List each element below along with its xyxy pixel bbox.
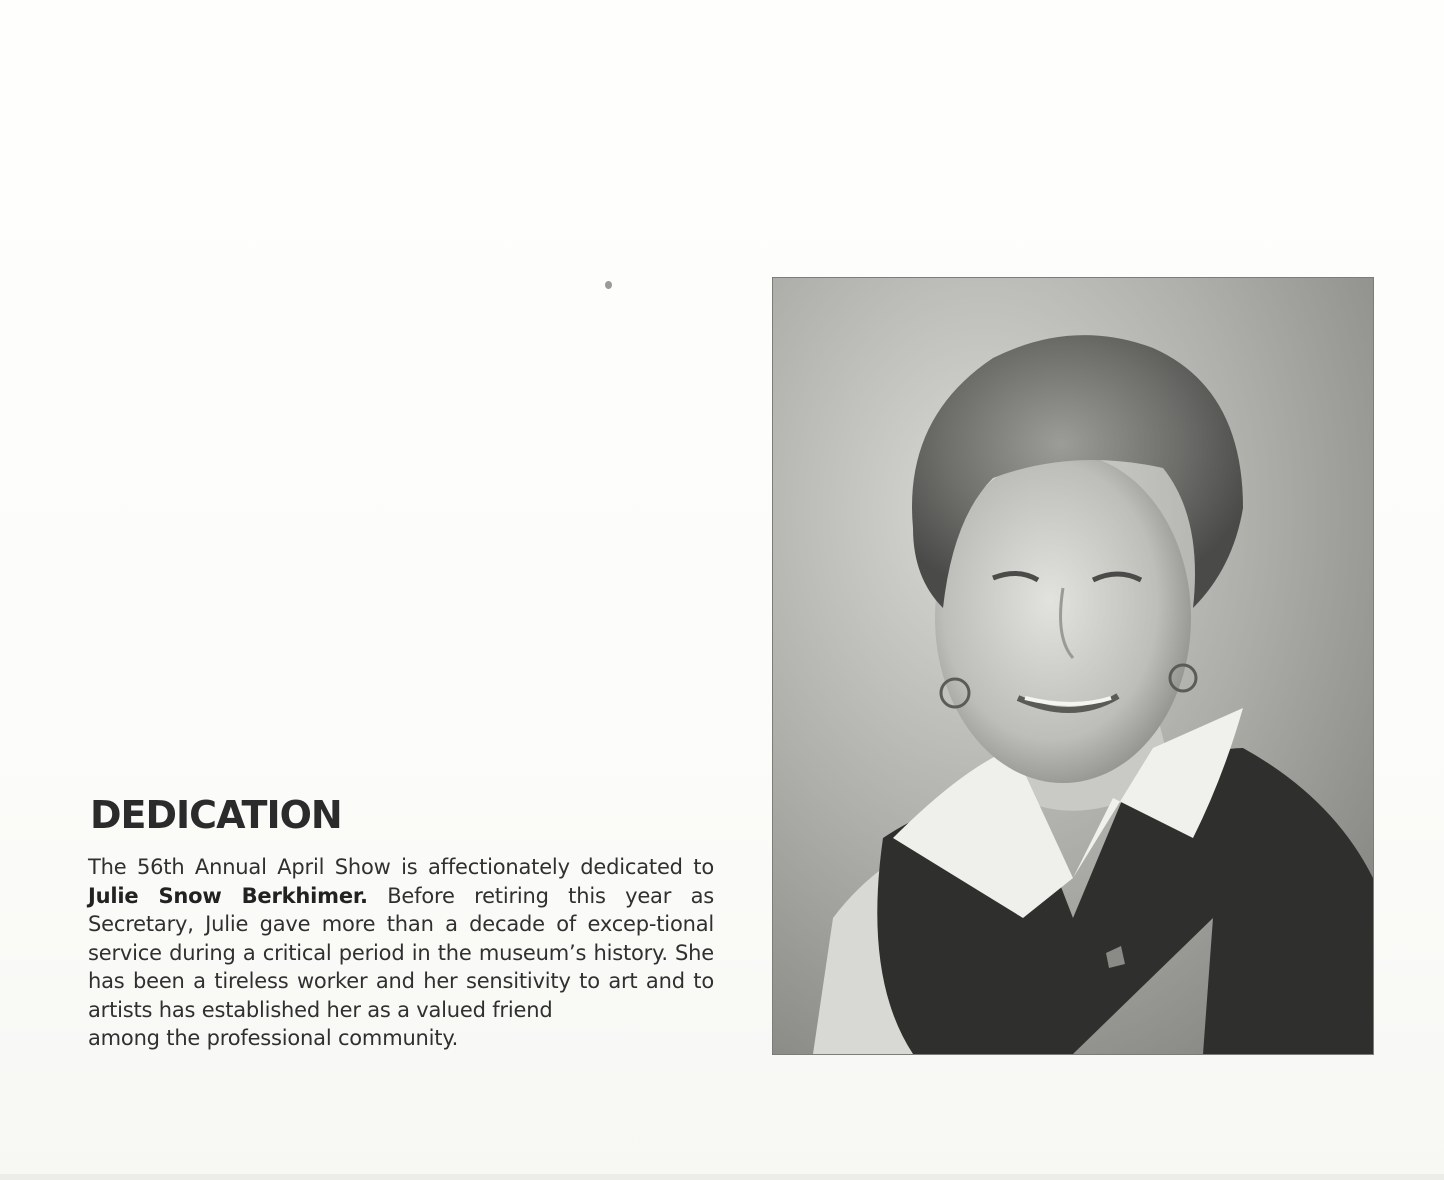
page-bottom-edge: [0, 1174, 1444, 1180]
dedication-heading: DEDICATION: [90, 793, 342, 837]
dedication-text-body: Before retiring this year as Secretary, Julie gave more than a decade of excep-tional service during a critical period in the museum’s history. She has been a tireless worker and her sensitivity to art and to artists has established her as a valued friend: [88, 883, 714, 1022]
portrait-photo: [773, 278, 1373, 1054]
honoree-name: Julie Snow Berkhimer.: [88, 883, 368, 908]
portrait-image: [773, 278, 1373, 1054]
paper-speck: [605, 281, 612, 289]
dedication-text-last-line: among the professional community.: [88, 1026, 459, 1050]
dedication-text-intro: The 56th Annual April Show is affectionately dedicated to: [88, 855, 714, 879]
dedication-paragraph: [88, 853, 714, 1053]
